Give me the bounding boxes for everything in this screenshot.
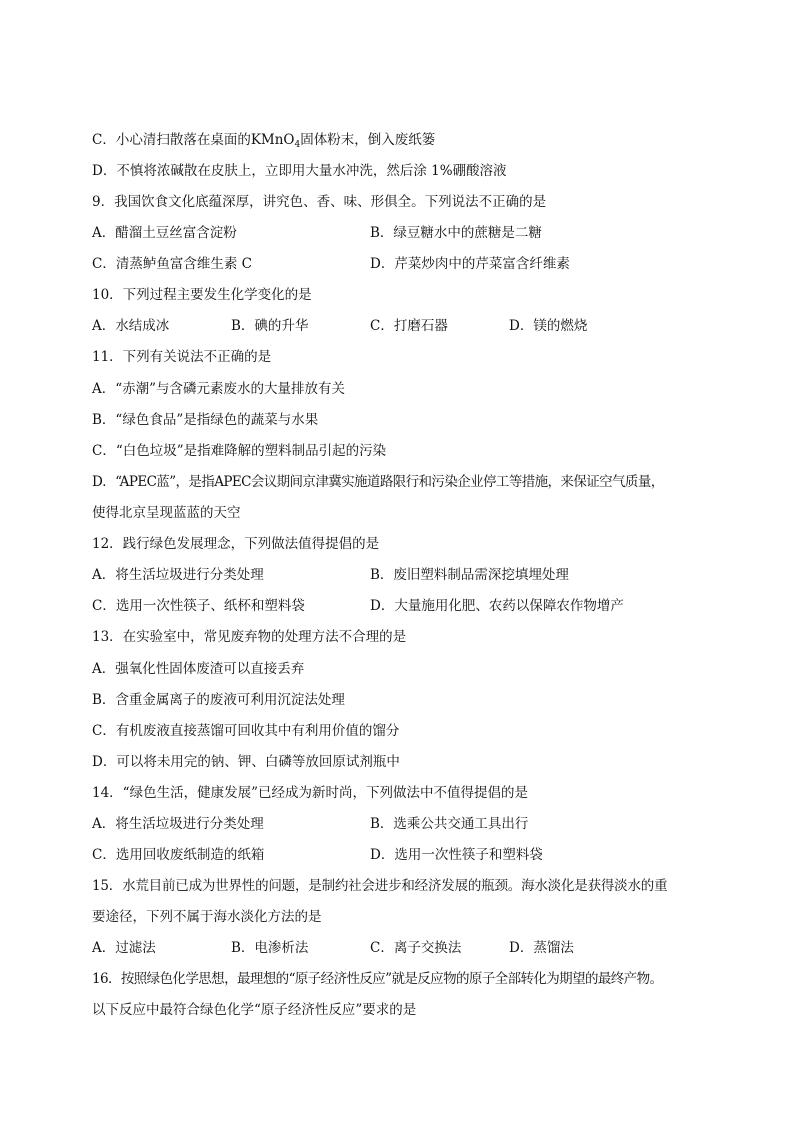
q16-stem-continued: 以下反应中最符合绿色化学“原子经济性反应”要求的是 [92,1002,417,1018]
q10-stem: 10．下列过程主要发生化学变化的是 [92,287,312,303]
q13-stem: 13．在实验室中，常见废弃物的处理方法不合理的是 [92,629,407,645]
q9-option-d: D．芹菜炒肉中的芹菜富含纤维素 [370,256,570,272]
q11-option-c: C．“白色垃圾”是指难降解的塑料制品引起的污染 [92,443,387,459]
q9-stem: 9．我国饮食文化底蕴深厚，讲究色、香、味、形俱全。下列说法不正确的是 [92,194,547,210]
q15-option-d: D．蒸馏法 [509,940,574,956]
q9-option-a: A．醋溜土豆丝富含淀粉 [92,225,237,241]
q8-option-c-text-2: 固体粉末，倒入废纸篓 [300,132,436,148]
q8-option-c-subscript: 4 [294,140,301,150]
q13-option-c: C．有机废液直接蒸馏可回收其中有利用价值的馏分 [92,723,400,739]
q9-option-b: B．绿豆糖水中的蔗糖是二糖 [370,225,542,241]
q11-option-d: D．“APEC蓝”，是指APEC会议期间京津冀实施道路限行和污染企业停工等措施，来保证空气质量， [92,474,664,490]
q14-option-a: A．将生活垃圾进行分类处理 [92,816,264,832]
q8-option-d: D．不慎将浓碱散在皮肤上，立即用大量水冲洗，然后涂 1%硼酸溶液 [92,163,507,179]
q16-stem: 16．按照绿色化学思想，最理想的“原子经济性反应”就是反应物的原子全部转化为期望的最终产物。 [92,971,663,987]
q13-option-d: D．可以将未用完的钠、钾、白磷等放回原试剂瓶中 [92,754,400,770]
q13-option-a: A．强氧化性固体废渣可以直接丢弃 [92,661,305,677]
q12-option-b: B．废旧塑料制品需深挖填埋处理 [370,567,569,583]
q15-option-c: C．离子交换法 [370,940,462,956]
q10-option-c: C．打磨石器 [370,318,448,334]
q11-option-a: A．“赤潮”与含磷元素废水的大量排放有关 [92,381,346,397]
q12-option-d: D．大量施用化肥、农药以保障农作物增产 [370,598,624,614]
q12-stem: 12．践行绿色发展理念，下列做法值得提倡的是 [92,536,380,552]
q10-option-b: B．碘的升华 [231,318,309,334]
q11-stem: 11．下列有关说法不正确的是 [92,349,272,365]
q14-stem: 14．“绿色生活，健康发展”已经成为新时尚，下列做法中不值得提倡的是 [92,785,528,801]
q14-option-c: C．选用回收废纸制造的纸箱 [92,847,265,863]
q8-option-c-text: C．小心清扫散落在桌面的KMnO [92,132,295,148]
q9-option-c: C．清蒸鲈鱼富含维生素 C [92,256,252,272]
q13-option-b: B．含重金属离子的废液可利用沉淀法处理 [92,692,345,708]
q11-option-d-continued: 使得北京呈现蓝蓝的天空 [92,505,241,521]
q10-option-a: A．水结成冰 [92,318,170,334]
q10-option-d: D．镁的燃烧 [509,318,588,334]
q11-option-b: B．“绿色食品”是指绿色的蔬菜与水果 [92,412,319,428]
q8-option-c [92,131,435,149]
q12-option-a: A．将生活垃圾进行分类处理 [92,567,264,583]
q15-option-a: A．过滤法 [92,940,156,956]
q14-option-d: D．选用一次性筷子和塑料袋 [370,847,543,863]
q15-option-b: B．电渗析法 [231,940,309,956]
q14-option-b: B．选乘公共交通工具出行 [370,816,529,832]
q15-stem-continued: 要途径，下列不属于海水淡化方法的是 [92,909,322,925]
q12-option-c: C．选用一次性筷子、纸杯和塑料袋 [92,598,305,614]
q15-stem: 15．水荒目前已成为世界性的问题，是制约社会进步和经济发展的瓶颈。海水淡化是获得淡水的重 [92,878,668,894]
